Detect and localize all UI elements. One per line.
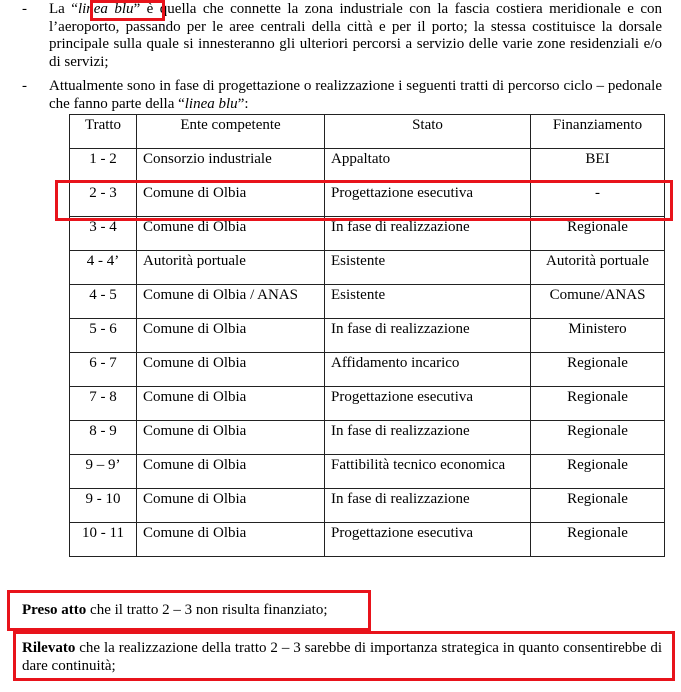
cell-tratto: 5 - 6: [70, 319, 137, 353]
bullet-text: Attualmente sono in fase di progettazione o realizzazione i seguenti tratti di percorso ciclo – pedonale che fanno parte della “linea blu”:: [49, 78, 662, 112]
cell-ente: Comune di Olbia: [137, 421, 325, 455]
cell-tratto: 8 - 9: [70, 421, 137, 455]
cell-tratto: 7 - 8: [70, 387, 137, 421]
preso-atto-label: Preso atto: [22, 602, 87, 618]
cell-stato: Progettazione esecutiva: [325, 523, 531, 557]
table-row: [70, 251, 665, 285]
header-ente: Ente competente: [137, 115, 325, 149]
cell-stato: Progettazione esecutiva: [325, 387, 531, 421]
cell-finanziamento: Regionale: [531, 455, 665, 489]
cell-ente: Comune di Olbia: [137, 217, 325, 251]
cell-stato: In fase di realizzazione: [325, 319, 531, 353]
cell-finanziamento: Regionale: [531, 421, 665, 455]
bullet-text: La “linea blu” è quella che connette la zona industriale con la fascia costiera meridionale e con l’aeroporto, passando per le aree centrali della città e per il porto; la stessa costituisce la dorsale principale sulla quale si innesteranno gli ulteriori percorsi a servizio delle varie zone residenziali e/o di servizi;: [49, 1, 662, 70]
cell-stato: Progettazione esecutiva: [325, 183, 531, 217]
cell-finanziamento: Regionale: [531, 387, 665, 421]
cell-tratto: 9 – 9’: [70, 455, 137, 489]
table-row: [70, 523, 665, 557]
table-row: [70, 489, 665, 523]
table-row: [70, 319, 665, 353]
cell-finanziamento: Regionale: [531, 217, 665, 251]
cell-finanziamento: Regionale: [531, 489, 665, 523]
cell-finanziamento: Regionale: [531, 523, 665, 557]
table-row: [70, 455, 665, 489]
cell-ente: Comune di Olbia: [137, 455, 325, 489]
highlight-row-2-3: [55, 180, 673, 221]
preso-atto-paragraph: Preso atto che il tratto 2 – 3 non risulta finanziato;: [22, 602, 328, 618]
linea-blu-term: linea blu: [184, 95, 238, 112]
cell-tratto: 2 - 3: [70, 183, 137, 217]
rilevato-paragraph: Rilevato che la realizzazione della tratto 2 – 3 sarebbe di importanza strategica in quanto consentirebbe di dare continuità;: [22, 640, 662, 674]
cell-tratto: 4 - 5: [70, 285, 137, 319]
cell-ente: Comune di Olbia: [137, 353, 325, 387]
bullet-dash: -: [22, 1, 27, 17]
cell-ente: Comune di Olbia: [137, 319, 325, 353]
cell-tratto: 4 - 4’: [70, 251, 137, 285]
header-stato: Stato: [325, 115, 531, 149]
cell-ente: Comune di Olbia: [137, 523, 325, 557]
cell-stato: Esistente: [325, 285, 531, 319]
table-row: [70, 285, 665, 319]
linea-blu-term: linea blu: [77, 1, 134, 17]
cell-tratto: 9 - 10: [70, 489, 137, 523]
header-tratto: Tratto: [70, 115, 137, 149]
cell-finanziamento: Regionale: [531, 353, 665, 387]
cell-finanziamento: Ministero: [531, 319, 665, 353]
cell-tratto: 3 - 4: [70, 217, 137, 251]
cell-finanziamento: BEI: [531, 149, 665, 183]
cell-ente: Comune di Olbia: [137, 489, 325, 523]
highlight-preso-atto: [7, 590, 371, 631]
table-row: [70, 387, 665, 421]
table-header-row: [70, 115, 665, 149]
cell-ente: Consorzio industriale: [137, 149, 325, 183]
cell-stato: In fase di realizzazione: [325, 217, 531, 251]
bullet-dash: -: [22, 78, 27, 94]
table-row: [70, 421, 665, 455]
header-finanziamento: Finanziamento: [531, 115, 665, 149]
cell-tratto: 6 - 7: [70, 353, 137, 387]
table-row: [70, 353, 665, 387]
cell-stato: Appaltato: [325, 149, 531, 183]
cell-finanziamento: Comune/ANAS: [531, 285, 665, 319]
table-row: [70, 149, 665, 183]
cell-ente: Comune di Olbia / ANAS: [137, 285, 325, 319]
highlight-linea-blu: [90, 0, 165, 21]
cell-stato: In fase di realizzazione: [325, 489, 531, 523]
cell-finanziamento: Autorità portuale: [531, 251, 665, 285]
cell-ente: Comune di Olbia: [137, 183, 325, 217]
cell-finanziamento: -: [531, 183, 665, 217]
highlight-rilevato: [13, 631, 675, 681]
cell-tratto: 10 - 11: [70, 523, 137, 557]
cell-stato: In fase di realizzazione: [325, 421, 531, 455]
rilevato-label: Rilevato: [22, 640, 76, 656]
cell-stato: Affidamento incarico: [325, 353, 531, 387]
cell-stato: Esistente: [325, 251, 531, 285]
table-row: [70, 217, 665, 251]
cell-ente: Comune di Olbia: [137, 387, 325, 421]
cell-stato: Fattibilità tecnico economica: [325, 455, 531, 489]
cell-ente: Autorità portuale: [137, 251, 325, 285]
cell-tratto: 1 - 2: [70, 149, 137, 183]
